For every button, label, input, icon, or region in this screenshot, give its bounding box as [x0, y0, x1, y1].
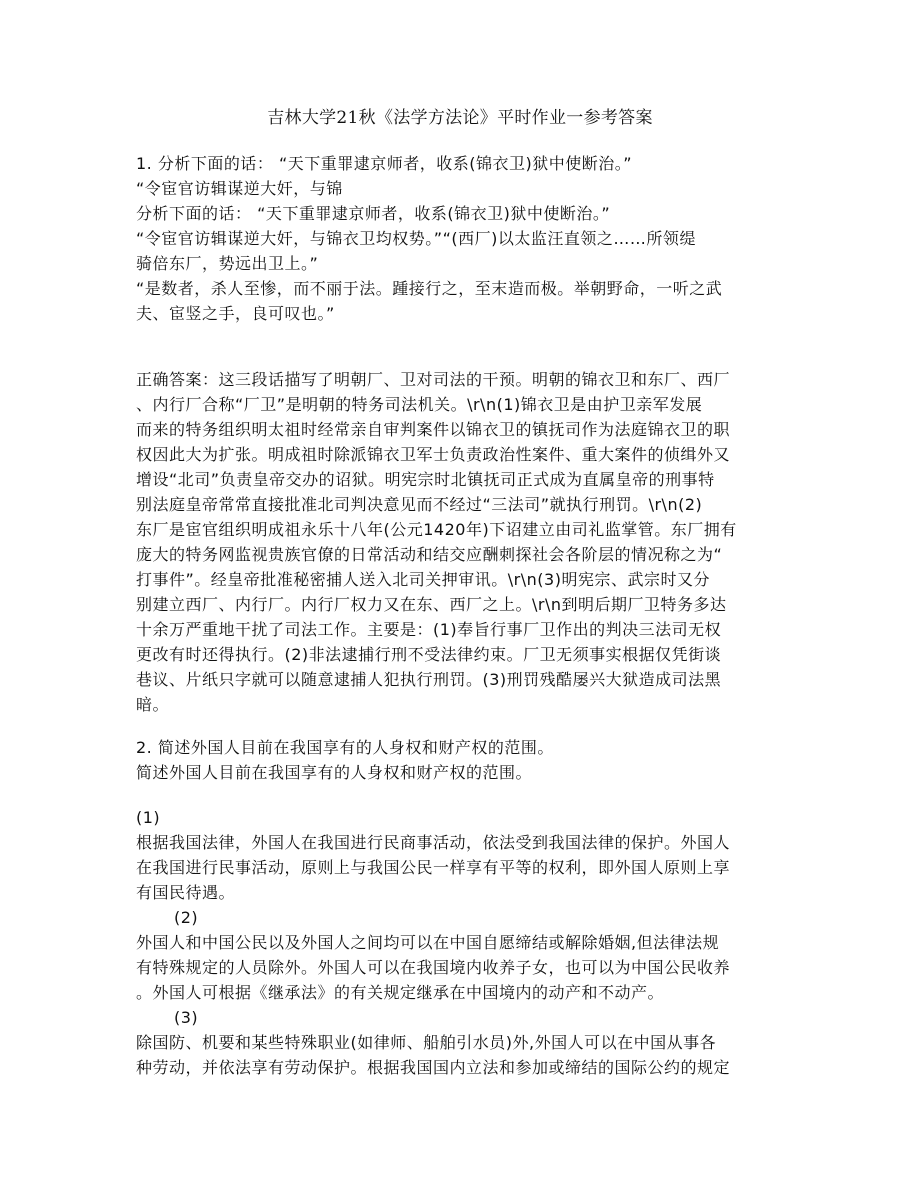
question-1-line: “是数者，杀人至惨，而不丽于法。踵接行之，至末造而极。举朝野命，一听之武	[136, 279, 723, 298]
question-2	[136, 735, 792, 785]
answer-1-line: 权因此大为扩张。明成祖时除派锦衣卫军士负责政治性案件、重大案件的侦缉外又	[136, 445, 731, 464]
answer-2-point-number: (3)	[174, 1008, 199, 1027]
answer-1-line: 而来的特务组织明太祖时经常亲自审判案件以锦衣卫的镇抚司作为法庭锦衣卫的职	[136, 420, 731, 439]
answer-1-line: 东厂是宦官组织明成祖永乐十八年(公元1420年)下诏建立由司礼监掌管。东厂拥有	[136, 520, 737, 539]
document-title: 吉林大学21秋《法学方法论》平时作业一参考答案	[267, 108, 653, 128]
answer-1-line: 打事件”。经皇帝批准秘密捕人送入北司关押审讯。\r\n(3)明宪宗、武宗时又分	[136, 570, 710, 589]
answer-2-line: 。外国人可根据《继承法》的有关规定继承在中国境内的动产和不动产。	[136, 983, 665, 1002]
answer-1-line: 增设“北司”负责皇帝交办的诏狱。明宪宗时北镇抚司正式成为直属皇帝的刑事特	[136, 470, 715, 489]
question-2-repeat: 简述外国人目前在我国享有的人身权和财产权的范围。	[136, 763, 533, 782]
question-1-line: 分析下面的话： “天下重罪逮京师者，收系(锦衣卫)狱中使断治。”	[136, 204, 611, 223]
answer-2	[136, 805, 792, 1080]
answer-1-line: 正确答案：这三段话描写了明朝厂、卫对司法的干预。明朝的锦衣卫和东厂、西厂	[136, 370, 731, 389]
answer-2-line: 有特殊规定的人员除外。外国人可以在我国境内收养子女，也可以为中国公民收养	[136, 958, 731, 977]
answer-1	[136, 367, 792, 717]
answer-2-line: 除国防、机要和某些特殊职业(如律师、船舶引水员)外,外国人可以在中国从事各	[136, 1033, 717, 1052]
answer-1-line: 别法庭皇帝常常直接批准北司判决意见而不经过“三法司”就执行刑罚。\r\n(2)	[136, 495, 703, 514]
answer-1-line: 巷议、片纸只字就可以随意逮捕人犯执行刑罚。(3)刑罚残酷屡兴大狱造成司法黑	[136, 670, 722, 689]
answer-2-line: 在我国进行民事活动，原则上与我国公民一样享有平等的权利，即外国人原则上享	[136, 858, 731, 877]
question-1-line: 骑倍东厂，势远出卫上。”	[136, 254, 319, 273]
answer-2-line: 种劳动，并依法享有劳动保护。根据我国国内立法和参加或缔结的国际公约的规定	[136, 1058, 731, 1077]
answer-1-line: 十余万严重地干扰了司法工作。主要是：(1)奉旨行事厂卫作出的判决三法司无权	[136, 620, 722, 639]
question-1-fragment: “令宦官访辑谋逆大奸，与锦	[136, 179, 343, 198]
answer-2-line: 有国民待遇。	[136, 883, 236, 902]
question-1-heading: 1. 分析下面的话： “天下重罪逮京师者，收系(锦衣卫)狱中使断治。”	[136, 154, 633, 173]
question-1	[136, 151, 792, 326]
answer-1-line: 暗。	[136, 695, 170, 714]
answer-2-line: 根据我国法律，外国人在我国进行民商事活动，依法受到我国法律的保护。外国人	[136, 833, 731, 852]
answer-1-line: 更改有时还得执行。(2)非法逮捕行刑不受法律约束。厂卫无须事实根据仅凭街谈	[136, 645, 722, 664]
question-2-heading: 2. 简述外国人目前在我国享有的人身权和财产权的范围。	[136, 738, 554, 757]
question-1-line: 夫、宦竖之手，良可叹也。”	[136, 304, 335, 323]
answer-1-line: 、内行厂合称“厂卫”是明朝的特务司法机关。\r\n(1)锦衣卫是由护卫亲军发展	[136, 395, 703, 414]
answer-1-line: 庞大的特务网监视贵族官僚的日常活动和结交应酬刺探社会各阶层的情况称之为“	[136, 545, 723, 564]
answer-2-point-number: (2)	[174, 908, 199, 927]
answer-2-line: 外国人和中国公民以及外国人之间均可以在中国自愿缔结或解除婚姻,但法律法规	[136, 933, 720, 952]
question-1-line: “令宦官访辑谋逆大奸，与锦衣卫均权势。”“(西厂)以太监汪直领之……所领缇	[136, 229, 696, 248]
answer-2-point-number: (1)	[136, 808, 161, 827]
answer-1-line: 别建立西厂、内行厂。内行厂权力又在东、西厂之上。\r\n到明后期厂卫特务多达	[136, 595, 727, 614]
